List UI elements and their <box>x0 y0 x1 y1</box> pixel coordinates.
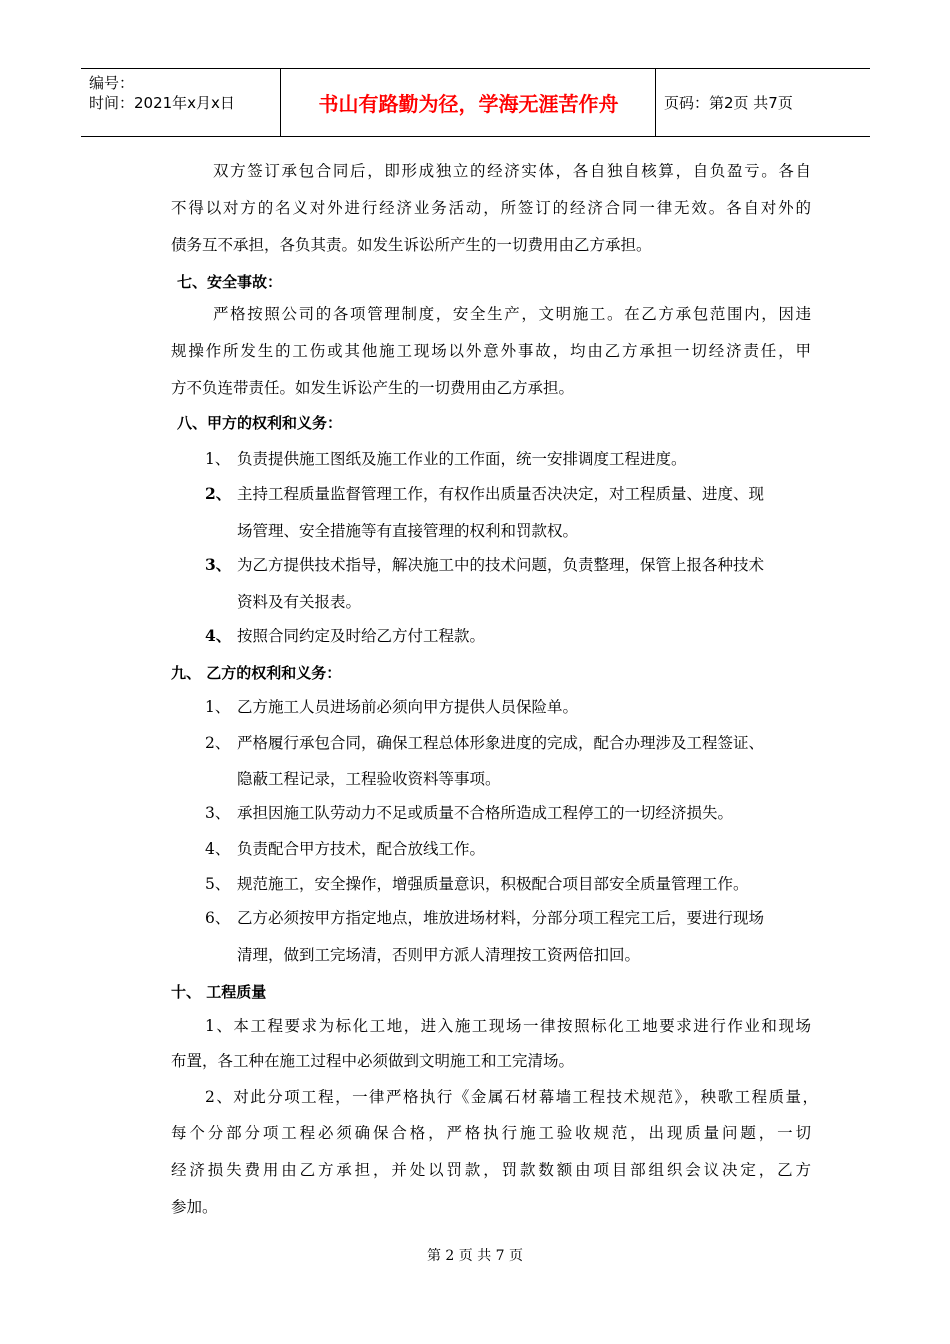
number-label: 编号： <box>89 74 135 92</box>
page-footer: 第 2 页 共 7 页 <box>426 1248 524 1264</box>
list-number: 3、 <box>205 555 232 574</box>
list-number: 4、 <box>205 840 231 858</box>
list-text: 主持工程质量监督管理工作，有权作出质量否决决定，对工程质量、进度、现 <box>237 485 765 503</box>
list-text-continued: 隐蔽工程记录，工程验收资料等事项。 <box>237 770 501 788</box>
section-heading-10: 十、 工程质量 <box>171 983 267 1001</box>
list-item <box>205 869 749 899</box>
list-text: 承担因施工队劳动力不足或质量不合格所造成工程停工的一切经济损失。 <box>237 804 734 822</box>
list-item <box>205 550 764 580</box>
time-label: 时间：2021年x月x日 <box>89 94 235 112</box>
section-heading-9: 九、 乙方的权利和义务： <box>171 664 342 682</box>
paragraph-line: 1、本工程要求为标化工地，进入施工现场一律按照标化工地要求进行作业和现场 <box>205 1017 811 1035</box>
paragraph-line: 双方签订承包合同后，即形成独立的经济实体，各自独自核算，自负盈亏。各自 <box>213 162 811 180</box>
list-text: 负责配合甲方技术，配合放线工作。 <box>237 840 486 858</box>
section-heading-7: 七、安全事故： <box>177 273 283 291</box>
paragraph-line: 布置，各工种在施工过程中必须做到文明施工和工完清场。 <box>171 1052 575 1070</box>
list-text: 负责提供施工图纸及施工作业的工作面，统一安排调度工程进度。 <box>237 450 687 468</box>
header-info-cell <box>81 69 281 136</box>
paragraph-line: 经济损失费用由乙方承担，并处以罚款，罚款数额由项目部组织会议决定，乙方 <box>171 1161 811 1179</box>
list-number: 3、 <box>205 804 231 822</box>
list-item <box>205 444 687 474</box>
paragraph-line: 规操作所发生的工伤或其他施工现场以外意外事故，均由乙方承担一切经济责任，甲 <box>171 342 811 360</box>
list-text: 乙方必须按甲方指定地点，堆放进场材料，分部分项工程完工后，要进行现场 <box>237 909 765 927</box>
list-text: 严格履行承包合同，确保工程总体形象进度的完成，配合办理涉及工程签证、 <box>237 734 765 752</box>
list-item <box>205 728 764 758</box>
list-number: 1、 <box>205 698 231 716</box>
list-item <box>205 621 485 651</box>
list-number: 5、 <box>205 875 231 893</box>
paragraph-line: 方不负连带责任。如发生诉讼产生的一切费用由乙方承担。 <box>171 379 575 397</box>
list-text-continued: 场管理、安全措施等有直接管理的权利和罚款权。 <box>237 522 579 540</box>
list-text: 按照合同约定及时给乙方付工程款。 <box>237 627 486 645</box>
document-header <box>81 68 870 137</box>
paragraph-line: 债务互不承担，各负其责。如发生诉讼所产生的一切费用由乙方承担。 <box>171 236 652 254</box>
list-item <box>205 692 578 722</box>
list-text-continued: 资料及有关报表。 <box>237 593 362 611</box>
list-item <box>205 834 485 864</box>
list-text-continued: 清理，做到工完场清，否则甲方派人清理按工资两倍扣回。 <box>237 946 641 964</box>
list-number: 6、 <box>205 909 231 927</box>
list-text: 为乙方提供技术指导，解决施工中的技术问题，负责整理，保管上报各种技术 <box>237 556 765 574</box>
list-item <box>205 798 733 828</box>
list-number: 2、 <box>205 484 232 503</box>
list-item <box>205 903 764 933</box>
paragraph-line: 不得以对方的名义对外进行经济业务活动，所签订的经济合同一律无效。各自对外的 <box>171 199 811 217</box>
paragraph-line: 2、对此分项工程，一律严格执行《金属石材幕墙工程技术规范》，秧歌工程质量， <box>205 1088 818 1106</box>
paragraph-line: 严格按照公司的各项管理制度，安全生产，文明施工。在乙方承包范围内，因违 <box>213 305 811 323</box>
list-text: 规范施工，安全操作，增强质量意识，积极配合项目部安全质量管理工作。 <box>237 875 749 893</box>
list-number: 1、 <box>205 450 231 468</box>
header-page-label: 页码：第2页 共7页 <box>664 94 793 112</box>
paragraph-line: 每个分部分项工程必须确保合格，严格执行施工验收规范，出现质量问题，一切 <box>171 1124 811 1142</box>
list-item <box>205 479 764 509</box>
header-motto: 书山有路勤为径，学海无涯苦作舟 <box>282 69 656 136</box>
paragraph-line: 参加。 <box>171 1198 218 1216</box>
section-heading-8: 八、甲方的权利和义务： <box>177 414 343 432</box>
list-text: 乙方施工人员进场前必须向甲方提供人员保险单。 <box>237 698 579 716</box>
list-number: 2、 <box>205 734 231 752</box>
list-number: 4、 <box>205 626 232 645</box>
